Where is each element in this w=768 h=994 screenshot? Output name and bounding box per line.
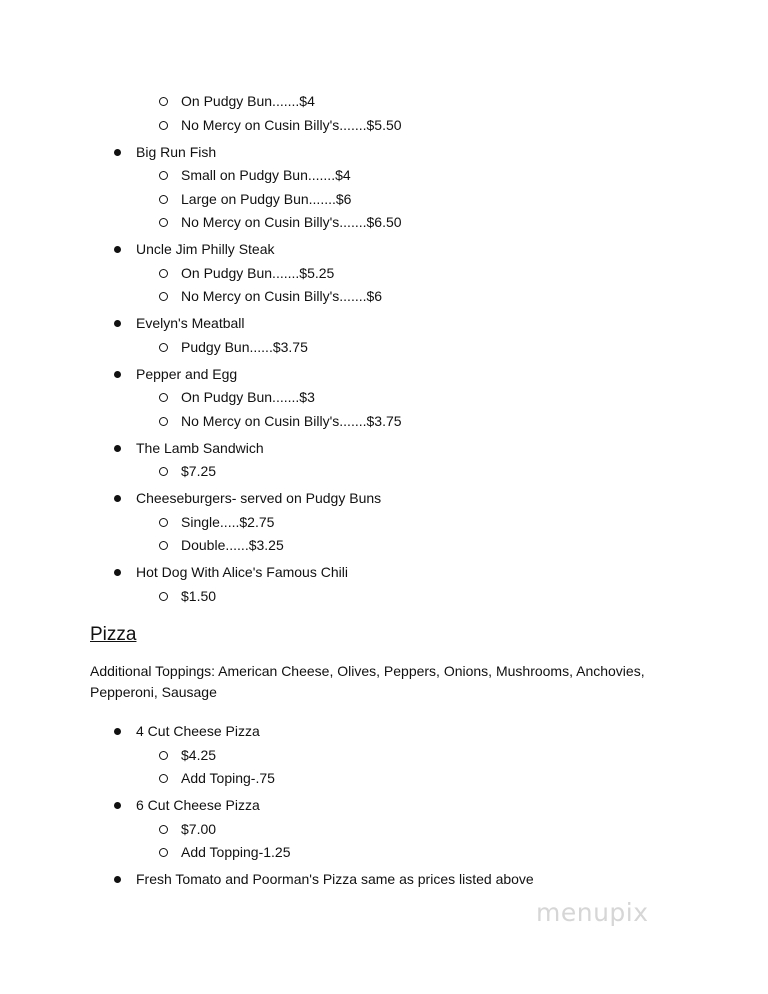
list-item — [0, 365, 768, 385]
list-item — [0, 746, 768, 766]
hollow-circle-bullet-icon — [159, 218, 168, 227]
list-item — [0, 587, 768, 607]
menu-item-label: Cheeseburgers- served on Pudgy Buns — [136, 490, 382, 506]
hollow-circle-bullet-icon — [159, 269, 168, 278]
list-item — [0, 513, 768, 533]
hollow-circle-bullet-icon — [159, 541, 168, 550]
list-item — [0, 92, 768, 112]
list-item — [0, 489, 768, 509]
menu-subitem-label: Add Topping-1.25 — [181, 844, 291, 860]
hollow-circle-bullet-icon — [159, 825, 168, 834]
menu-item-label: 6 Cut Cheese Pizza — [136, 797, 260, 813]
list-item — [0, 166, 768, 186]
list-item — [0, 462, 768, 482]
list-item — [0, 870, 768, 890]
list-item — [0, 796, 768, 816]
menu-subitem-label: Double......$3.25 — [181, 537, 284, 553]
filled-circle-bullet-icon — [114, 802, 121, 809]
list-item — [0, 314, 768, 334]
menu-item-label: Fresh Tomato and Poorman's Pizza same as prices listed above — [136, 871, 534, 887]
hollow-circle-bullet-icon — [159, 592, 168, 601]
menu-item-label: The Lamb Sandwich — [136, 440, 264, 456]
list-item — [0, 240, 768, 260]
filled-circle-bullet-icon — [114, 445, 121, 452]
menu-subitem-label: Small on Pudgy Bun.......$4 — [181, 167, 351, 183]
menu-item-label: 4 Cut Cheese Pizza — [136, 723, 260, 739]
list-item — [0, 338, 768, 358]
hollow-circle-bullet-icon — [159, 97, 168, 106]
menu-subitem-label: Pudgy Bun......$3.75 — [181, 339, 308, 355]
filled-circle-bullet-icon — [114, 876, 121, 883]
menu-item-label: Uncle Jim Philly Steak — [136, 241, 275, 257]
hollow-circle-bullet-icon — [159, 848, 168, 857]
list-item — [0, 287, 768, 307]
list-item — [0, 722, 768, 742]
filled-circle-bullet-icon — [114, 149, 121, 156]
menu-subitem-label: $7.25 — [181, 463, 217, 479]
filled-circle-bullet-icon — [114, 320, 121, 327]
list-item — [0, 843, 768, 863]
hollow-circle-bullet-icon — [159, 171, 168, 180]
menu-subitem-label: No Mercy on Cusin Billy's.......$6.50 — [181, 214, 402, 230]
menu-subitem-label: On Pudgy Bun.......$5.25 — [181, 265, 335, 281]
menu-subitem-label: $1.50 — [181, 588, 217, 604]
hollow-circle-bullet-icon — [159, 343, 168, 352]
list-item — [0, 536, 768, 556]
hollow-circle-bullet-icon — [159, 195, 168, 204]
filled-circle-bullet-icon — [114, 569, 121, 576]
list-item — [0, 213, 768, 233]
list-item — [0, 769, 768, 789]
list-item — [0, 143, 768, 163]
list-item — [0, 412, 768, 432]
pizza-section-heading: Pizza — [90, 624, 137, 645]
menu-subitem-label: On Pudgy Bun.......$3 — [181, 389, 315, 405]
menu-subitem-label: On Pudgy Bun.......$4 — [181, 93, 315, 109]
menu-item-label: Pepper and Egg — [136, 366, 238, 382]
menu-subitem-label: Single.....$2.75 — [181, 514, 275, 530]
menu-subitem-label: $4.25 — [181, 747, 217, 763]
hollow-circle-bullet-icon — [159, 121, 168, 130]
hollow-circle-bullet-icon — [159, 467, 168, 476]
menu-subitem-label: No Mercy on Cusin Billy's.......$3.75 — [181, 413, 402, 429]
hollow-circle-bullet-icon — [159, 518, 168, 527]
menu-subitem-label: Add Toping-.75 — [181, 770, 275, 786]
hollow-circle-bullet-icon — [159, 751, 168, 760]
watermark-logo: menupix — [536, 898, 649, 927]
hollow-circle-bullet-icon — [159, 774, 168, 783]
list-item — [0, 388, 768, 408]
menu-subitem-label: No Mercy on Cusin Billy's.......$6 — [181, 288, 383, 304]
filled-circle-bullet-icon — [114, 371, 121, 378]
menu-subitem-label: Large on Pudgy Bun.......$6 — [181, 191, 352, 207]
list-item — [0, 190, 768, 210]
menu-item-label: Big Run Fish — [136, 144, 217, 160]
menu-item-label: Hot Dog With Alice's Famous Chili — [136, 564, 348, 580]
hollow-circle-bullet-icon — [159, 393, 168, 402]
filled-circle-bullet-icon — [114, 728, 121, 735]
menu-subitem-label: $7.00 — [181, 821, 217, 837]
hollow-circle-bullet-icon — [159, 417, 168, 426]
filled-circle-bullet-icon — [114, 246, 121, 253]
list-item — [0, 820, 768, 840]
list-item — [0, 563, 768, 583]
hollow-circle-bullet-icon — [159, 292, 168, 301]
menu-item-label: Evelyn's Meatball — [136, 315, 245, 331]
menu-subitem-label: No Mercy on Cusin Billy's.......$5.50 — [181, 117, 402, 133]
list-item — [0, 439, 768, 459]
list-item — [0, 264, 768, 284]
list-item — [0, 116, 768, 136]
pizza-toppings-note: Additional Toppings: American Cheese, Olives, Peppers, Onions, Mushrooms, Anchovies, Pepperoni, Sausage — [90, 663, 645, 700]
filled-circle-bullet-icon — [114, 495, 121, 502]
